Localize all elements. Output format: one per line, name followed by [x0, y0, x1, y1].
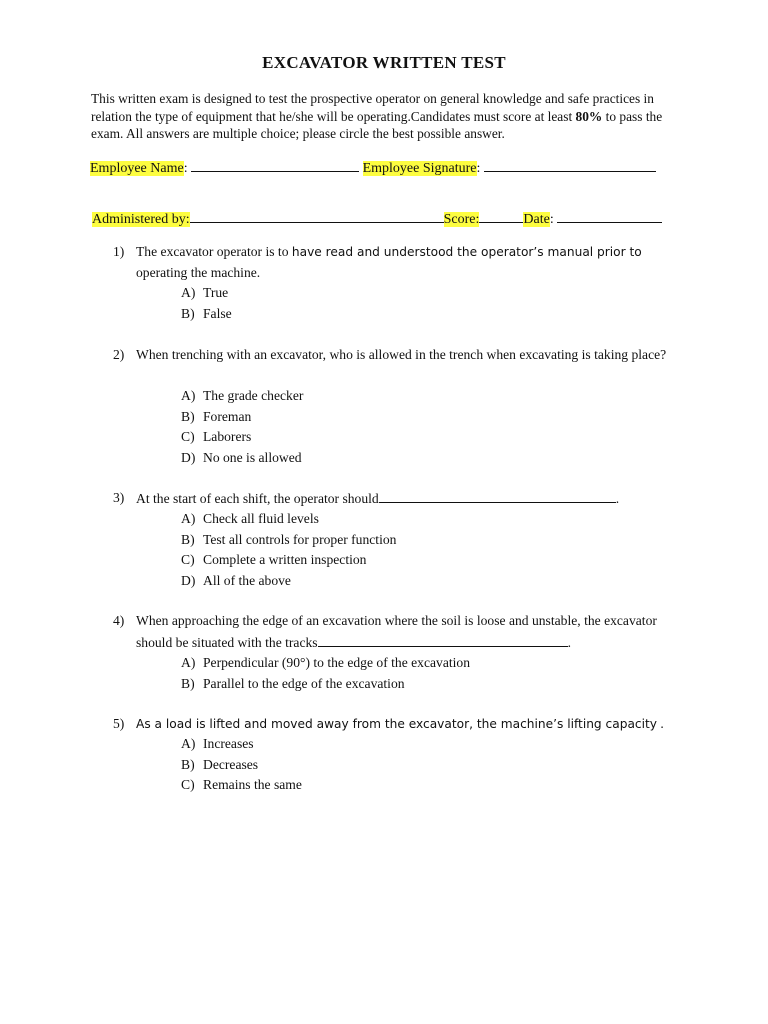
option[interactable]: [181, 427, 303, 448]
option[interactable]: [181, 674, 470, 695]
option-text: The grade checker: [203, 388, 304, 403]
question-text-part: .: [657, 716, 664, 731]
option[interactable]: [181, 775, 302, 796]
option-text: Foreman: [203, 408, 252, 424]
option[interactable]: [181, 550, 396, 571]
option-letter: A): [181, 736, 196, 751]
intro-paragraph: [91, 90, 681, 143]
option[interactable]: [181, 283, 232, 304]
option-letter: B): [181, 531, 195, 547]
page-title: EXCAVATOR WRITTEN TEST: [262, 53, 506, 72]
option-letter: B): [181, 675, 195, 691]
question-number: 2): [113, 347, 125, 362]
question-number: 3): [113, 490, 125, 505]
option-text: True: [203, 285, 229, 300]
question-3-options: [181, 509, 396, 591]
option-text: Complete a written inspection: [203, 552, 367, 567]
option-letter: C): [181, 552, 195, 567]
option[interactable]: [181, 734, 302, 755]
option-text: Increases: [203, 736, 254, 751]
option[interactable]: [181, 653, 470, 674]
option-letter: B): [181, 408, 195, 424]
question-text-part: When approaching the edge of an excavation where the soil is loose and unstable, the excavator should be situated with the tracks: [136, 613, 657, 650]
option[interactable]: [181, 386, 303, 407]
option[interactable]: [181, 755, 302, 776]
question-text: When trenching with an excavator, who is allowed in the trench when excavating is taking place?: [136, 347, 667, 362]
question-text: [136, 242, 671, 283]
employee-signature-label: Employee Signature: [362, 161, 477, 176]
question-4-options: [181, 653, 470, 694]
option-text: Decreases: [203, 756, 259, 772]
question-2-options: [181, 386, 303, 468]
answer-blank[interactable]: [318, 632, 568, 647]
option-letter: B): [181, 305, 195, 321]
option[interactable]: [181, 571, 396, 592]
employee-signature-field[interactable]: [484, 157, 656, 172]
date-field[interactable]: [557, 208, 662, 223]
question-text-part: As a load is lifted and moved away from the excavator, the machine’s lifting capacity: [136, 717, 657, 731]
question-number: 4): [113, 613, 125, 628]
question-text-part: .: [567, 634, 571, 650]
intro-text-end: to pass the exam. All answers are multiple choice; please circle the best possible answer.: [91, 108, 663, 141]
question-text-part: operating the machine.: [136, 264, 261, 280]
option-text: False: [203, 305, 232, 321]
administered-by-field[interactable]: [190, 208, 444, 223]
employee-name-field[interactable]: [191, 157, 359, 172]
question-1-options: [181, 283, 232, 324]
option-letter: C): [181, 429, 195, 444]
employee-name-label: Employee Name: [90, 161, 184, 176]
option-text: No one is allowed: [203, 449, 302, 465]
option-text: All of the above: [203, 572, 291, 588]
option-letter: C): [181, 777, 195, 792]
option-letter: D): [181, 449, 196, 465]
administered-by-label: Administered by:: [92, 212, 190, 227]
option-letter: A): [181, 388, 196, 403]
question-5-options: [181, 734, 302, 796]
administration-fields-row: Administered by: Score: Date:: [92, 208, 662, 228]
intro-text-start: This written exam is designed to test the prospective operator on general knowledge and safe practices in relation the type of equipment that he/she will be operating.Candidates must score at least: [91, 91, 654, 124]
question-text-part: At the start of each shift, the operator should: [136, 491, 379, 506]
answer-blank[interactable]: [379, 488, 616, 503]
question-text: [136, 611, 671, 653]
option-text: Perpendicular (90°) to the edge of the excavation: [203, 655, 471, 670]
option-text: Check all fluid levels: [203, 511, 319, 526]
score-label: Score:: [443, 212, 480, 227]
option-text: Laborers: [203, 429, 252, 444]
option[interactable]: [181, 304, 232, 325]
score-field[interactable]: [479, 208, 523, 223]
option-letter: A): [181, 285, 196, 300]
employee-fields-row: Employee Name: Employee Signature:: [90, 157, 656, 177]
option-text: Remains the same: [203, 777, 302, 792]
question-text: [136, 714, 671, 735]
question-text-part: The excavator operator is to: [136, 244, 292, 259]
option[interactable]: [181, 407, 303, 428]
question-text-part: .: [615, 491, 620, 506]
option-letter: D): [181, 572, 196, 588]
option-text: Parallel to the edge of the excavation: [203, 675, 405, 691]
question-text-part: have read and understood the operator’s manual prior to: [291, 245, 642, 259]
option[interactable]: [181, 530, 396, 551]
option-text: Test all controls for proper function: [203, 531, 397, 547]
option[interactable]: [181, 448, 303, 469]
passing-score: 80%: [575, 108, 603, 124]
question-number: 5): [113, 716, 125, 731]
option-letter: B): [181, 756, 195, 772]
option-letter: A): [181, 511, 196, 526]
date-label: Date: [523, 212, 550, 227]
question-text: [136, 488, 671, 510]
option-letter: A): [181, 655, 196, 670]
option[interactable]: [181, 509, 396, 530]
question-number: 1): [113, 244, 125, 259]
